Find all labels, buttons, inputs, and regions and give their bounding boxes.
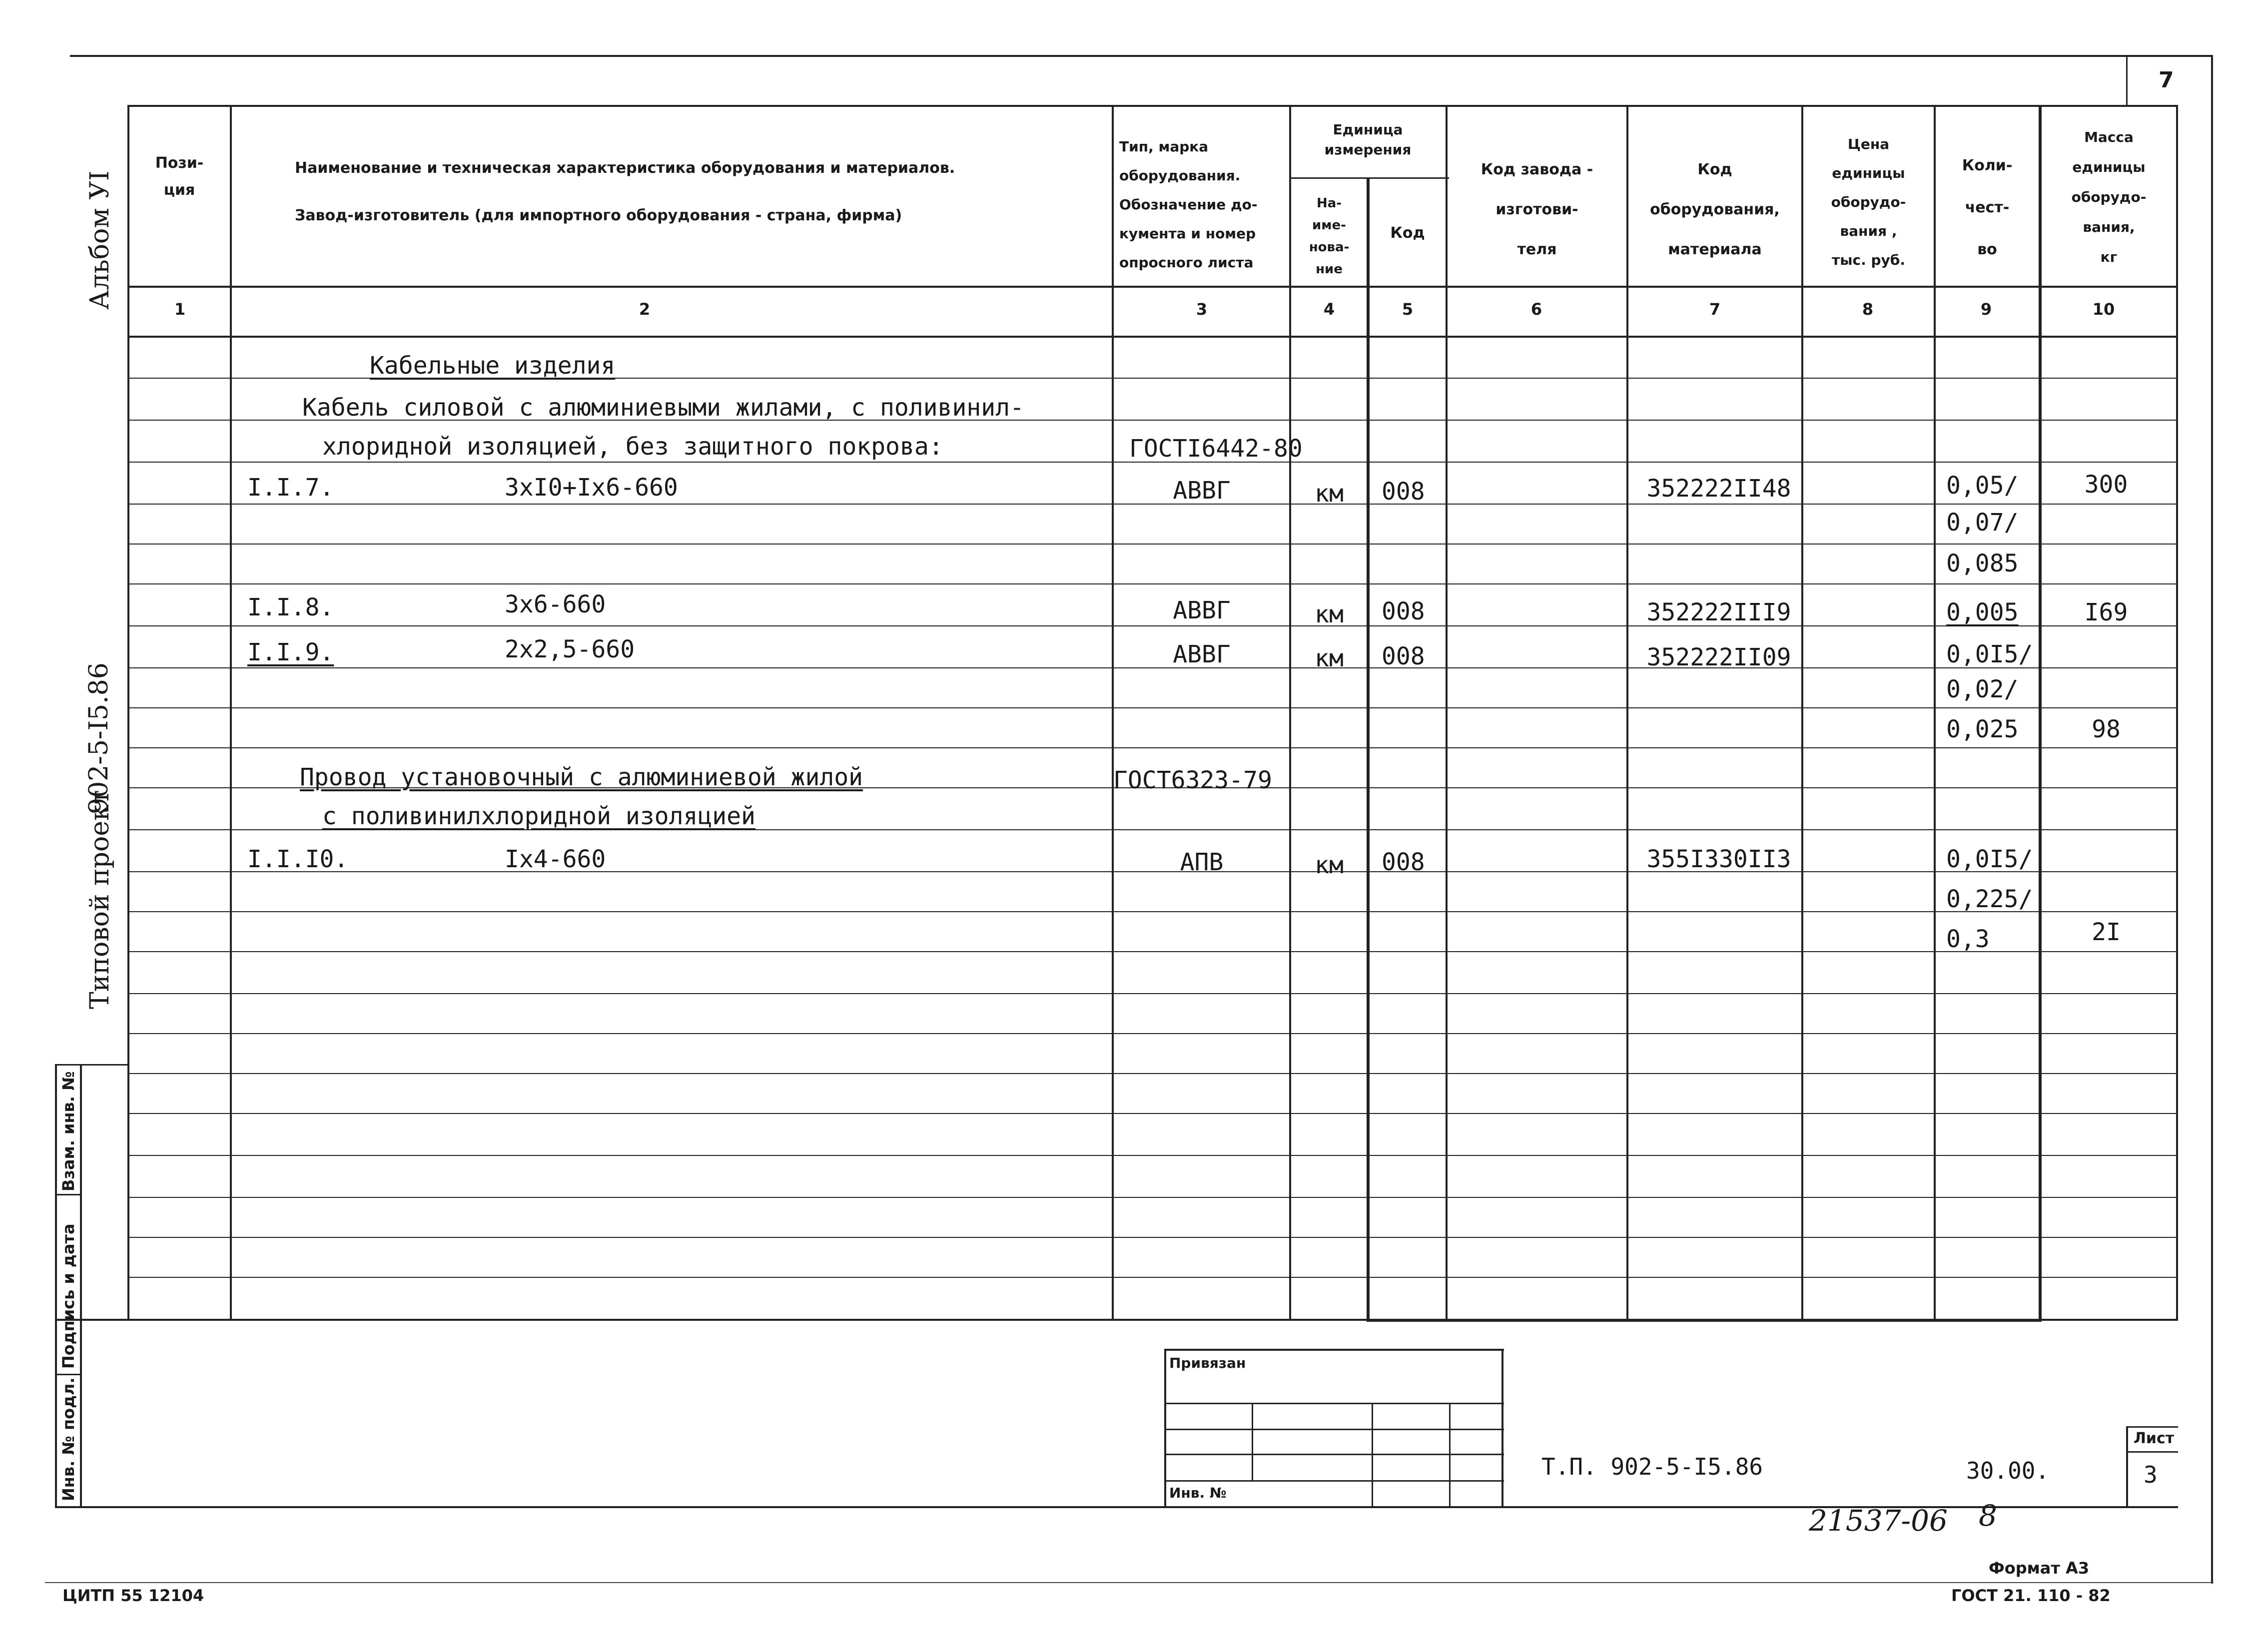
format-label: Формат А3 [1989,1559,2090,1578]
header-unit-code: Код [1390,224,1425,242]
col-number: 6 [1530,300,1542,319]
quantity: 0,02/ [1946,675,2019,703]
header-quantity: Коли- чест- во [1962,157,2013,258]
doc-code: Т.П. 902-5-I5.86 [1541,1453,1763,1480]
header-name-line2: Завод-изготовитель (для импортного оборудования - страна, фирма) [295,207,902,224]
quantity: 0,07/ [1946,509,2019,537]
quantity: 0,0I5/ [1946,640,2033,668]
project-code: 902-5-I5.86 [84,662,114,814]
page-number: 7 [2159,67,2174,93]
type: АПВ [1180,848,1224,876]
list-number: 3 [2144,1461,2158,1488]
wire-gost: ГОСТ6323-79 [1113,766,1272,794]
material-code: 355I330II3 [1646,845,1791,873]
material-code: 352222II09 [1646,643,1791,671]
material-code: 352222II48 [1646,475,1791,503]
unit-code: 008 [1382,478,1425,506]
header-type: Тип, марка оборудования. Обозначение до- кумента и номер опросного листа [1119,138,1258,271]
spec: 3хI0+Iх6-660 [505,474,678,502]
mass: 300 [2084,471,2128,499]
quantity: 0,0I5/ [1946,845,2033,873]
col-number: 3 [1196,300,1208,319]
header-unit-name: На- име- нова- ние [1309,196,1350,277]
cable-gost: ГОСТI6442-80 [1129,435,1303,463]
sheet-code: 30.00. [1966,1457,2050,1484]
header-position: Пози- ция [155,154,204,199]
print-code: ЦИТП 55 12104 [62,1586,204,1605]
list-label: Лист [2134,1430,2175,1447]
handwritten-sheet: 8 [1979,1499,1997,1533]
quantity: 0,025 [1946,715,2019,743]
type: АВВГ [1173,596,1231,624]
quantity: 0,3 [1946,925,1990,953]
col-number: 1 [174,300,186,319]
stamp-label: Подпись и дата [59,1223,78,1369]
type: АВВГ [1173,477,1231,505]
unit: км [1315,644,1344,672]
unit: км [1315,480,1344,508]
gost-label: ГОСТ 21. 110 - 82 [1951,1586,2111,1605]
position: I.I.9. [247,638,334,666]
header-mass: Масса единицы оборудо- вания, кг [2071,129,2147,265]
col-number: 8 [1862,300,1874,319]
position: I.I.7. [247,474,334,502]
quantity: 0,225/ [1946,885,2033,913]
wire-description: с поливинилхлоридной изоляцией [322,802,755,830]
handwritten-number: 21537-06 [1809,1504,1948,1538]
unit: км [1315,600,1344,628]
spec: 2х2,5-660 [505,635,635,663]
inv-no-label: Инв. № [1169,1485,1227,1501]
mass: 98 [2092,715,2121,743]
header-unit-group: Единица измерения [1324,121,1412,158]
header-name-line1: Наименование и техническая характеристика оборудования и материалов. [295,159,955,177]
cable-description: хлоридной изоляцией, без защитного покрова: [322,433,943,461]
section-title: Кабельные изделия [370,352,616,380]
quantity: 0,005 [1946,598,2019,626]
col-number: 5 [1402,300,1414,319]
wire-description: Провод установочный с алюминиевой жилой [300,763,863,791]
stamp-label: Инв. № подл. [59,1377,78,1501]
mass: I69 [2084,598,2128,626]
spec: 3х6-660 [505,590,606,618]
col-number: 9 [1980,300,1992,319]
unit-code: 008 [1382,848,1425,876]
position: I.I.8. [247,593,334,621]
privyazan-label: Привязан [1169,1355,1246,1371]
album-label: Альбом УI [85,170,115,310]
position: I.I.I0. [247,845,349,873]
header-material-code: Код оборудования, материала [1650,161,1780,258]
col-number: 7 [1709,300,1721,319]
unit-code: 008 [1382,597,1425,625]
col-number: 4 [1323,300,1335,319]
quantity: 0,05/ [1946,472,2019,500]
unit: км [1315,851,1344,879]
col-number: 10 [2092,300,2115,319]
mass: 2I [2092,918,2121,946]
col-number: 2 [639,300,651,319]
cable-description: Кабель силовой с алюминиевыми жилами, с поливинил- [302,394,1024,422]
stamp-label: Взам. инв. № [59,1071,78,1191]
unit-code: 008 [1382,642,1425,670]
header-price: Цена единицы оборудо- вания , тыс. руб. [1831,136,1906,268]
type: АВВГ [1173,640,1231,668]
quantity: 0,085 [1946,550,2019,577]
material-code: 352222III9 [1646,598,1791,626]
project-label: Типовой проект [85,790,115,1009]
header-factory-code: Код завода - изготови- теля [1481,161,1593,258]
spec: Iх4-660 [505,845,606,873]
